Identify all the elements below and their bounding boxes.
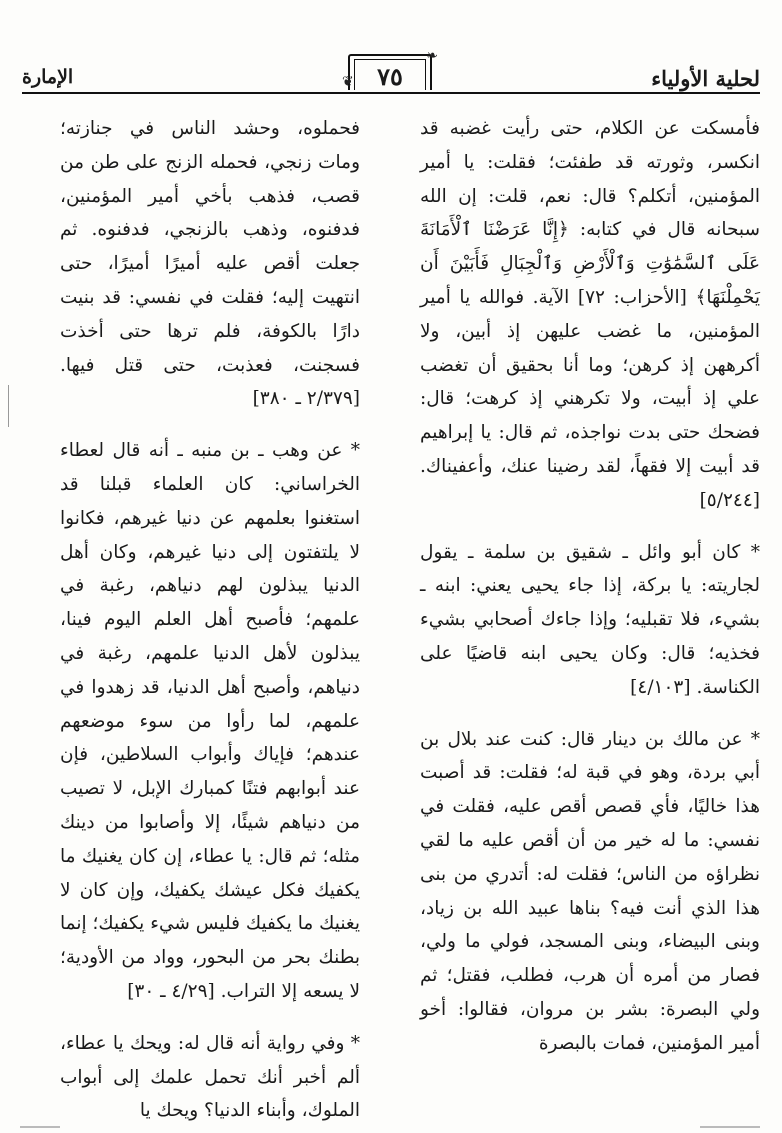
ornament-icon: ❦ (342, 74, 354, 90)
paragraph: * وفي رواية أنه قال له: ويحك يا عطاء، ألم أخبر أنك تحمل علمك إلى أبواب الملوك، وأبناء الدنيا؟ ويحك يا (60, 1032, 360, 1122)
ornament-icon: ❧ (426, 48, 438, 64)
section-title: الإمارة (22, 66, 74, 88)
paragraph: * كان أبو وائل ـ شقيق بن سلمة ـ يقول لجاريته: يا بركة، إذا جاء يحيى يعني: ابنه ـ بشيء، فلا تقبليه؛ وإذا جاءك أصحابي بشيء فخذيه؛ قال: وكان يحيى ابنه قاضيًا على الكناسة. [٤/١٠٣] (420, 541, 760, 698)
header-divider (22, 92, 760, 94)
paragraph: فحملوه، وحشد الناس في جنازته؛ ومات زنجي، فحمله الزنج على طن من قصب، فذهب بأخي أمير المؤمنين، فدفنوه، وذهب بالزنجي، فدفنوه. ثم جعلت أقص عليه أميرًا أميرًا، حتى انتهيت إليه؛ فقلت في نفسي: قد بنيت دارًا بالكوفة، فلم ترها حتى أخذت فسجنت، فعذبت، حتى قتل فيها. [٢/٣٧٩ ـ ٣٨٠] (60, 118, 360, 410)
left-column (60, 112, 360, 1122)
margin-mark (8, 385, 9, 427)
scan-edge-mark (700, 1126, 760, 1128)
scan-edge-mark (20, 1126, 60, 1128)
right-column (420, 112, 760, 1112)
page-number: ٧٥ (377, 62, 403, 91)
page-header (22, 40, 760, 98)
paragraph: * عن وهب ـ بن منبه ـ أنه قال لعطاء الخراساني: كان العلماء قبلنا قد استغنوا بعلمهم عن دنيا غيرهم، فكانوا لا يلتفتون إلى دنيا غيرهم، وكان أهل الدنيا يبذلون لهم دنياهم، رغبة في علمهم؛ فأصبح أهل العلم اليوم فينا، يبذلون لأهل الدنيا علمهم، رغبة في دنياهم، وأصبح أهل الدنيا، قد زهدوا في علمهم، لما رأوا من سوء موضعهم عندهم؛ فإياك وأبواب السلاطين، فإن عند أبوابهم فتنًا كمبارك الإبل، لا تصيب من دنياهم شيئًا، إلا وأصابوا من دينك مثله؛ ثم قال: يا عطاء، إن كان يغنيك ما يكفيك فكل عيشك يكفيك، وإن كان لا يغنيك ما يكفيك فليس شيء يكفيك؛ إنما بطنك بحر من البحور، وواد من الأودية؛ لا يسعه إلا التراب. [٤/٢٩ ـ ٣٠] (60, 440, 360, 1002)
page-number-frame (342, 48, 438, 90)
paragraph: فأمسكت عن الكلام، حتى رأيت غضبه قد انكسر، وثورته قد طفئت؛ فقلت: يا أمير المؤمنين، أتكلم؟ قال: نعم، قلت: إن الله سبحانه قال في كتابه: ﴿إِنَّا عَرَضْنَا ٱلْأَمَانَةَ عَلَى ٱلسَّمَٰوَٰتِ وَٱلْأَرْضِ وَٱلْجِبَالِ فَأَبَيْنَ أَن يَحْمِلْنَهَا﴾ [الأحزاب: ٧٢] الآية. فوالله يا أمير المؤمنين، ما غضب عليهن إذ أبين، ولا أكرههن إذ كرهن؛ وما أنا بحقيق أن تغضب علي إذ أبيت، ولا تكرهني إذ كرهت؛ قال: فضحك حتى بدت نواجذه، ثم قال: يا إبراهيم قد أبيت إلا فقهاً، لقد رضينا عنك، وأعفيناك. [٥/٢٤٤] (420, 118, 760, 511)
book-title: لحلية الأولياء (651, 66, 760, 91)
paragraph: * عن مالك بن دينار قال: كنت عند بلال بن أبي بردة، وهو في قبة له؛ فقلت: قد أصبت هذا خاليًا، فأي قصص أقص عليه، فقلت في نفسي: ما له خير من أن أقص عليه ما لقي نظراؤه من الناس؛ فقلت له: أتدري من بنى هذا الذي أنت فيه؟ بناها عبيد الله بن زياد، وبنى البيضاء، وبنى المسجد، فولي ما ولي، فصار من أمره أن هرب، فطلب، فقتل؛ ثم ولي البصرة: بشر بن مروان، فقالوا: أخو أمير المؤمنين، فمات بالبصرة (420, 728, 760, 1054)
